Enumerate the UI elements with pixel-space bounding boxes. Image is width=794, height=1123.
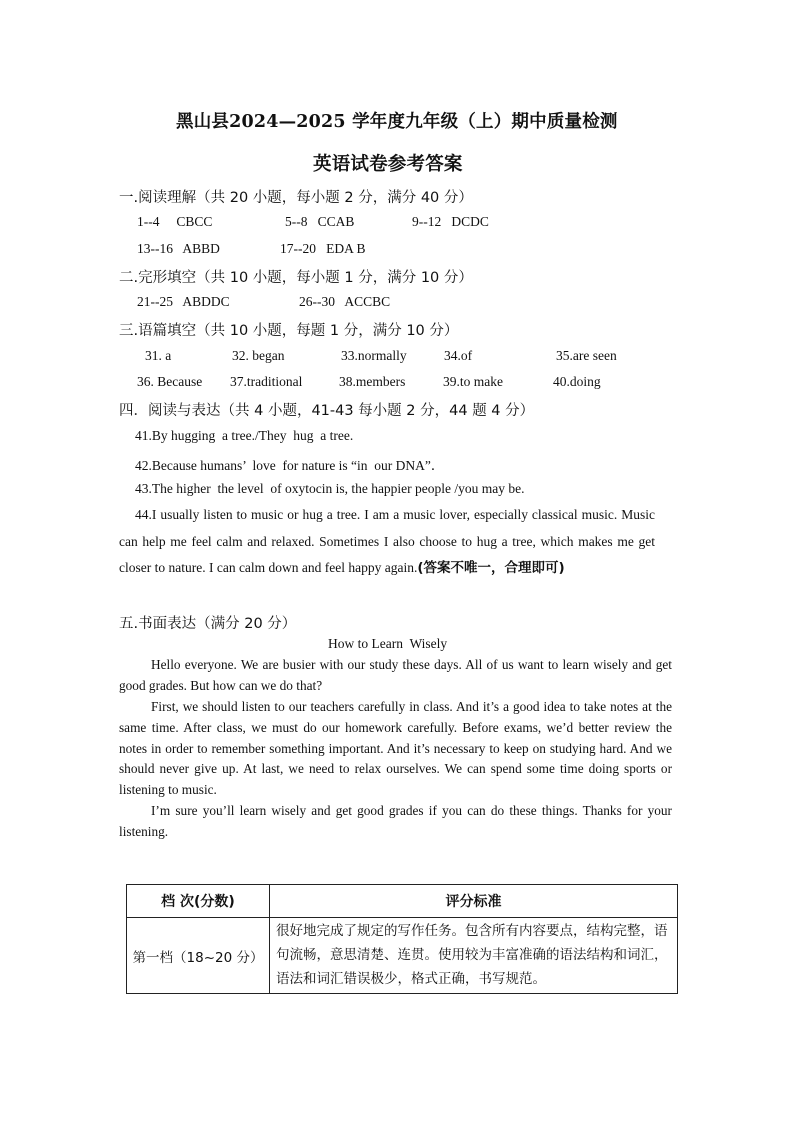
answer-item: 31. a [145,348,172,363]
answer-item: 34.of [444,348,473,363]
answer-item: 33.normally [341,348,407,363]
document-subtitle: 英语试卷参考答案 [313,154,463,175]
answer-item: 39.to make [443,374,503,389]
answer-group: 26--30 ACCBC [299,294,391,309]
answer-group: 9--12 DCDC [412,214,489,229]
score-level: 第一档（18~20 分） [127,918,270,994]
table-header: 档 次(分数) [127,885,270,918]
section-1-heading: 一.阅读理解（共 20 小题，每小题 2 分，满分 40 分） [119,190,473,206]
answer-item: 35.are seen [556,348,617,363]
answer-group: 5--8 CCAB [285,214,355,229]
answer-group: 1--4 CBCC [137,214,213,229]
answer-item: 32. began [232,348,285,363]
answer-group: 13--16 ABBD [137,241,220,256]
answer-group: 17--20 EDA B [280,241,366,256]
section-5-heading: 五.书面表达（满分 20 分） [119,616,297,632]
essay-paragraph: First, we should listen to our teachers carefully in class. And it’s a good idea to take notes at the same time. After class, we must do our homework carefully. Before exams, we’d better review the notes in order to remember something important. And it’s necessary to keep on studying hard. And we should never give up. At last, we need to relax ourselves. We can spend some time doing sports or listening to music. [119,699,672,798]
answer-41: 41.By hugging a tree./They hug a tree. [135,428,354,443]
score-criteria: 很好地完成了规定的写作任务。包含所有内容要点，结构完整，语句流畅，意思清楚、连贯。使用较为丰富准确的语法结构和词汇，语法和词汇错误极少，格式正确，书写规范。 [270,918,678,994]
answer-item: 40.doing [553,374,601,389]
section-3-heading: 三.语篇填空（共 10 小题，每题 1 分，满分 10 分） [119,323,459,339]
table-row [127,918,678,994]
essay-paragraph: I’m sure you’ll learn wisely and get good grades if you can do these things. Thanks for your listening. [119,803,672,839]
essay-title: How to Learn Wisely [328,636,448,651]
answer-item: 37.traditional [230,374,303,389]
answer-43: 43.The higher the level of oxytocin is, the happier people /you may be. [135,481,525,496]
answer-item: 38.members [339,374,406,389]
answer-42: 42.Because humans’ love for nature is “in our DNA”． [135,458,445,473]
table-header: 评分标准 [270,885,678,918]
answer-44 [119,502,655,582]
section-4-heading: 四．阅读与表达（共 4 小题，41-43 每小题 2 分，44 题 4 分） [119,403,535,419]
answer-item: 36. Because [137,374,203,389]
section-2-heading: 二.完形填空（共 10 小题，每小题 1 分，满分 10 分） [119,270,473,286]
answer-44-note: (答案不唯一，合理即可) [417,560,565,576]
essay-paragraph: Hello everyone. We are busier with our study these days. All of us want to learn wisely and get good grades. But how can we do that? [119,657,672,693]
answer-44-text: 44.I usually listen to music or hug a tree. I am a music lover, especially classical music. Music can help me feel calm and relaxed. Sometimes I also choose to hug a tree, which makes me get closer to nature. I can calm down and feel happy again. [119,507,655,575]
answer-group: 21--25 ABDDC [137,294,230,309]
document-title: 黑山县2024—2025 学年度九年级（上）期中质量检测 [176,112,618,132]
scoring-table [126,884,678,994]
table-header-row [127,885,678,918]
